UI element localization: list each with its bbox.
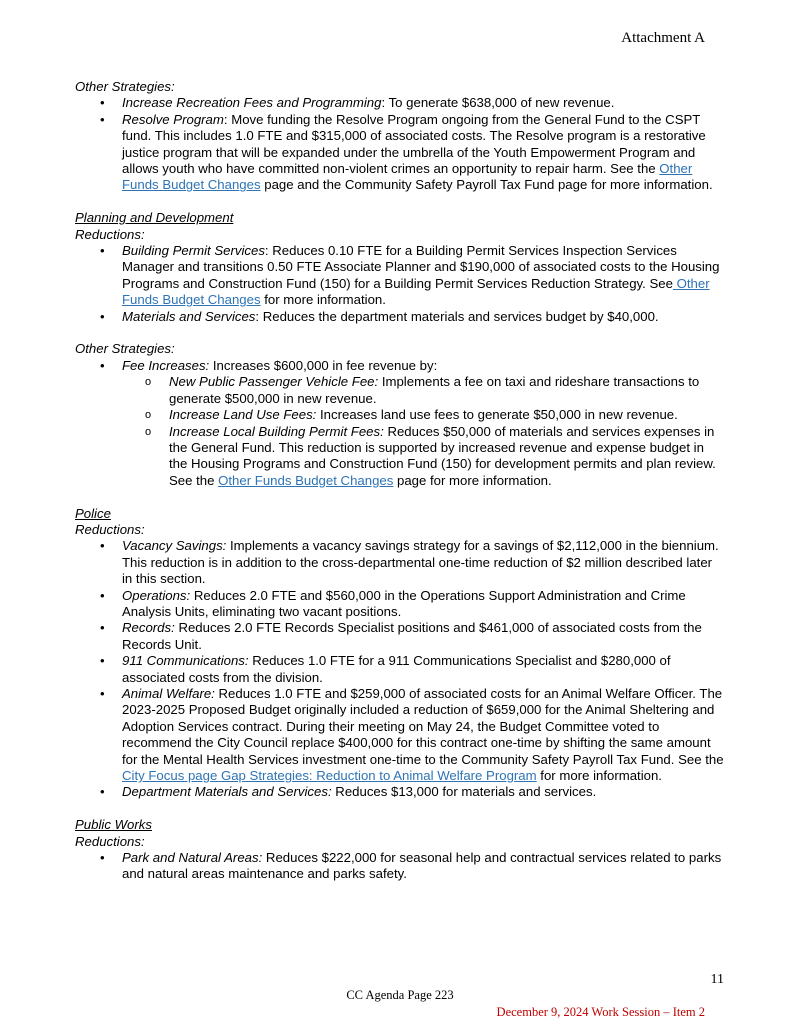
item-text: : Reduces 0.10 FTE for a Building Permit Services Inspection Services Manager and transitions 0.50 FTE Associate Planner and $190,000 of associated costs to the Housing Programs and Construction Fund (150) for a Building Permit Services Reduction Strategy. See (122, 243, 720, 291)
item-title: Increase Recreation Fees and Programming (122, 95, 382, 111)
item-text: Reduces 2.0 FTE Records Specialist positions and $461,000 of associated costs from the Records Unit. (122, 620, 702, 652)
department-title: Public Works (75, 817, 152, 833)
agenda-page-label: CC Agenda Page 223 (346, 988, 454, 1002)
item-text: Reduces $50,000 of materials and services expenses in the General Fund. This reduction is supported by increased revenue and expense budget in the Housing Programs and Construction Fund (150) for development permits and plan review. See the (169, 423, 716, 488)
list-item (75, 620, 725, 653)
work-session-label: December 9, 2024 Work Session – Item 2 (496, 1005, 705, 1019)
list-item (75, 309, 725, 325)
bullet-list (75, 538, 725, 801)
item-text: for more information. (536, 768, 662, 784)
item-text: Increases land use fees to generate $50,000 in new revenue. (316, 407, 678, 423)
section-heading: Other Strategies: (75, 79, 175, 94)
list-item (75, 243, 725, 309)
item-text: Implements a fee on taxi and rideshare transactions to generate $500,000 in new revenue. (169, 374, 700, 406)
department-title: Planning and Development (75, 210, 234, 226)
bullet-list (75, 95, 725, 193)
item-text: page and the Community Safety Payroll Tax Fund page for more information. (260, 177, 713, 193)
item-title: Records: (122, 620, 175, 636)
sub-list-item (122, 374, 725, 407)
item-text: Increases $600,000 in fee revenue by: (209, 357, 438, 373)
list-item (75, 538, 725, 587)
item-text: Reduces 2.0 FTE and $560,000 in the Operations Support Administration and Crime Analysis Units, eliminating two vacant positions. (122, 587, 686, 619)
section-heading: Other Strategies: (75, 341, 175, 357)
bullet-list (75, 850, 725, 883)
item-title: Operations: (122, 587, 191, 603)
other-funds-link[interactable]: Other Funds Budget Changes (218, 472, 394, 488)
item-title: Increase Land Use Fees: (169, 407, 317, 423)
list-item (75, 653, 725, 686)
item-text: Reduces 1.0 FTE and $259,000 of associated costs for an Animal Welfare Officer. The 2023-2025 Proposed Budget originally included a reduction of $659,000 for the Animal Sheltering and Adoption Services contract. During their meeting on May 24, the Budget Committee voted to recommend the City Council replace $400,000 for this contract one-time by shifting the same amount for the Mental Health Services investment one-time to the Community Safety Payroll Tax Fund. See the (122, 685, 724, 767)
page-number: 11 (710, 972, 724, 987)
item-text: Reduces $13,000 for materials and services. (331, 784, 597, 800)
sub-list-item (122, 407, 725, 423)
item-text: page for more information. (393, 472, 552, 488)
list-item (75, 784, 725, 800)
list-item (75, 112, 725, 194)
item-title: 911 Communications: (122, 653, 249, 669)
list-item (75, 95, 725, 111)
section-heading: Reductions: (75, 226, 145, 242)
item-title: Animal Welfare: (122, 685, 215, 701)
list-item (75, 850, 725, 883)
other-funds-link[interactable]: Other Funds Budget Changes (122, 161, 693, 193)
item-title: Increase Local Building Permit Fees: (169, 423, 384, 439)
item-title: Department Materials and Services: (122, 784, 332, 800)
item-title: Materials and Services (122, 308, 256, 324)
item-text: : Move funding the Resolve Program ongoing from the General Fund to the CSPT fund. This includes 1.0 FTE and $315,000 of associated costs. The Resolve program is a restorative justice program that will be expanded under the umbrella of the Youth Empowerment Program and allows youth who have committed non-violent crimes an opportunity to repair harm. See the (122, 111, 706, 177)
city-focus-link[interactable]: City Focus page Gap Strategies: Reduction to Animal Welfare Program (122, 768, 537, 784)
item-text: Implements a vacancy savings strategy for a savings of $2,112,000 in the biennium. This reduction is in addition to the cross-departmental one-time reduction of $2 million described later in this section. (122, 538, 719, 587)
item-text: for more information. (260, 292, 386, 308)
item-text: : To generate $638,000 of new revenue. (381, 95, 615, 111)
item-title: Vacancy Savings: (122, 538, 227, 554)
list-item (75, 358, 725, 489)
sub-list (122, 374, 725, 489)
list-item (75, 588, 725, 621)
section-heading: Reductions: (75, 833, 145, 849)
item-title: New Public Passenger Vehicle Fee: (169, 374, 379, 390)
other-funds-link[interactable]: Other Funds Budget Changes (122, 275, 710, 308)
section-heading: Reductions: (75, 521, 145, 537)
item-title: Fee Increases: (122, 357, 210, 373)
item-text: : Reduces the department materials and services budget by $40,000. (255, 308, 659, 324)
item-text: Reduces $222,000 for seasonal help and contractual services related to parks and natural areas maintenance and parks safety. (122, 850, 722, 882)
item-text: Reduces 1.0 FTE for a 911 Communications Specialist and $280,000 of associated costs from the division. (122, 653, 671, 685)
sub-list-item (122, 424, 725, 490)
list-item (75, 686, 725, 784)
bullet-list (75, 243, 725, 325)
attachment-label: Attachment A (621, 30, 705, 46)
item-title: Resolve Program (122, 111, 224, 127)
item-title: Building Permit Services (122, 243, 265, 259)
bullet-list (75, 358, 725, 489)
item-title: Park and Natural Areas: (122, 850, 263, 866)
department-title: Police (75, 505, 111, 521)
document-body (75, 79, 725, 883)
